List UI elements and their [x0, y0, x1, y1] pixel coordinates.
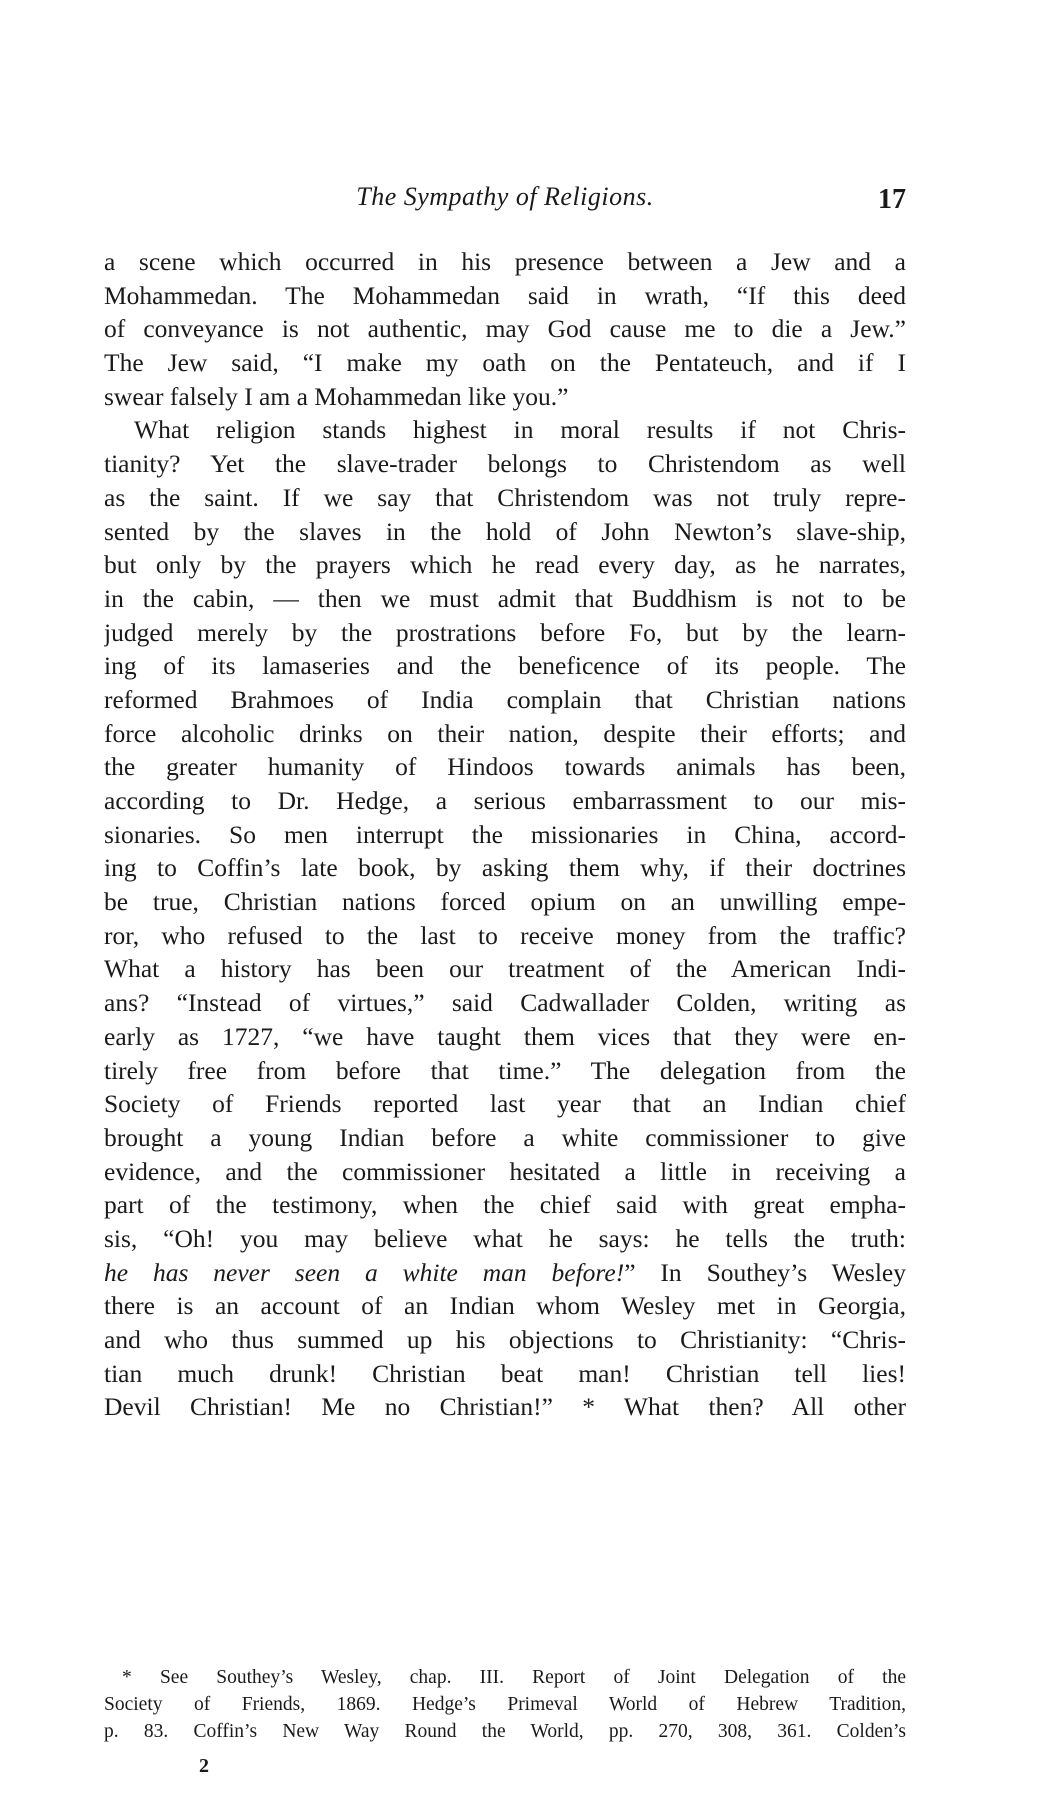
text-line: a scene which occurred in his presence between a Jew and a — [104, 247, 906, 276]
text-line: according to Dr. Hedge, a serious embarrassment to our mis- — [104, 786, 906, 815]
text-line: there is an account of an Indian whom Wesley met in Georgia, — [104, 1291, 906, 1321]
text-line: Society of Friends reported last year that an Indian chief — [104, 1089, 906, 1119]
text-line: force alcoholic drinks on their nation, despite their efforts; and — [104, 718, 906, 748]
text-line: brought a young Indian before a white commissioner to give — [104, 1122, 906, 1152]
text-line: The Jew said, “I make my oath on the Pentateuch, and if I — [104, 348, 906, 378]
text-line: in the cabin, — then we must admit that Buddhism is not to be — [104, 583, 906, 613]
text-line: be true, Christian nations forced opium on an unwilling empe- — [104, 887, 906, 917]
text-line: of conveyance is not authentic, may God cause me to die a Jew.” — [104, 314, 906, 344]
footnotes — [104, 1664, 906, 1745]
signature-mark: 2 — [199, 1755, 209, 1777]
body-text — [104, 245, 906, 1424]
text-line: tianity? Yet the slave-trader belongs to Christendom as well — [104, 449, 906, 479]
text-line: sionaries. So men interrupt the missionaries in China, accord- — [104, 819, 906, 849]
text-line: tirely free from before that time.” The delegation from the — [104, 1055, 906, 1085]
footnote-line: * See Southey’s Wesley, chap. III. Report of Joint Delegation of the — [122, 1667, 906, 1688]
text-line: Devil Christian! Me no Christian!” * What then? All other — [104, 1392, 906, 1422]
text-line: part of the testimony, when the chief said with great empha- — [104, 1190, 906, 1220]
paragraph-1 — [104, 245, 906, 413]
text-line: the greater humanity of Hindoos towards animals has been, — [104, 752, 906, 782]
text-line: ans? “Instead of virtues,” said Cadwallader Colden, writing as — [104, 988, 906, 1018]
text-line: ror, who refused to the last to receive money from the traffic? — [104, 920, 906, 950]
italic-quote: he has never seen a white man before! — [104, 1257, 625, 1287]
text-line: What a history has been our treatment of the American Indi- — [104, 954, 906, 984]
running-title: The Sympathy of Religions. — [356, 182, 654, 211]
page-header — [104, 182, 906, 222]
text-line: judged merely by the prostrations before Fo, but by the learn- — [104, 617, 906, 647]
text-line: reformed Brahmoes of India complain that Christian nations — [104, 684, 906, 714]
text-line: sis, “Oh! you may believe what he says: he tells the truth: — [104, 1223, 906, 1253]
text-line: evidence, and the commissioner hesitated a little in receiving a — [104, 1156, 906, 1186]
text-line: swear falsely I am a Mohammedan like you.” — [104, 381, 569, 411]
text-line: ing of its lamaseries and the beneficence of its people. The — [104, 651, 906, 681]
text-line: ing to Coffin’s late book, by asking them why, if their doctrines — [104, 853, 906, 883]
footnote-line: p. 83. Coffin’s New Way Round the World, pp. 270, 308, 361. Colden’s — [104, 1721, 906, 1742]
text-line: but only by the prayers which he read every day, as he narrates, — [104, 550, 906, 580]
text-line: as the saint. If we say that Christendom was not truly repre- — [104, 482, 906, 512]
text-line: tian much drunk! Christian beat man! Christian tell lies! — [104, 1358, 906, 1388]
text-line: What religion stands highest in moral results if not Chris- — [134, 415, 906, 445]
text-line: sented by the slaves in the hold of John Newton’s slave-ship, — [104, 516, 906, 546]
text-fragment: ” In Southey’s Wesley — [624, 1257, 906, 1287]
paragraph-2 — [104, 413, 906, 1424]
footnote-line: Society of Friends, 1869. Hedge’s Primeval World of Hebrew Tradition, — [104, 1694, 906, 1715]
text-line: Mohammedan. The Mohammedan said in wrath, “If this deed — [104, 280, 906, 310]
page-number: 17 — [878, 184, 906, 215]
text-line-mixed — [104, 1256, 906, 1290]
text-line: and who thus summed up his objections to Christianity: “Chris- — [104, 1325, 906, 1354]
text-line: early as 1727, “we have taught them vices that they were en- — [104, 1021, 906, 1051]
